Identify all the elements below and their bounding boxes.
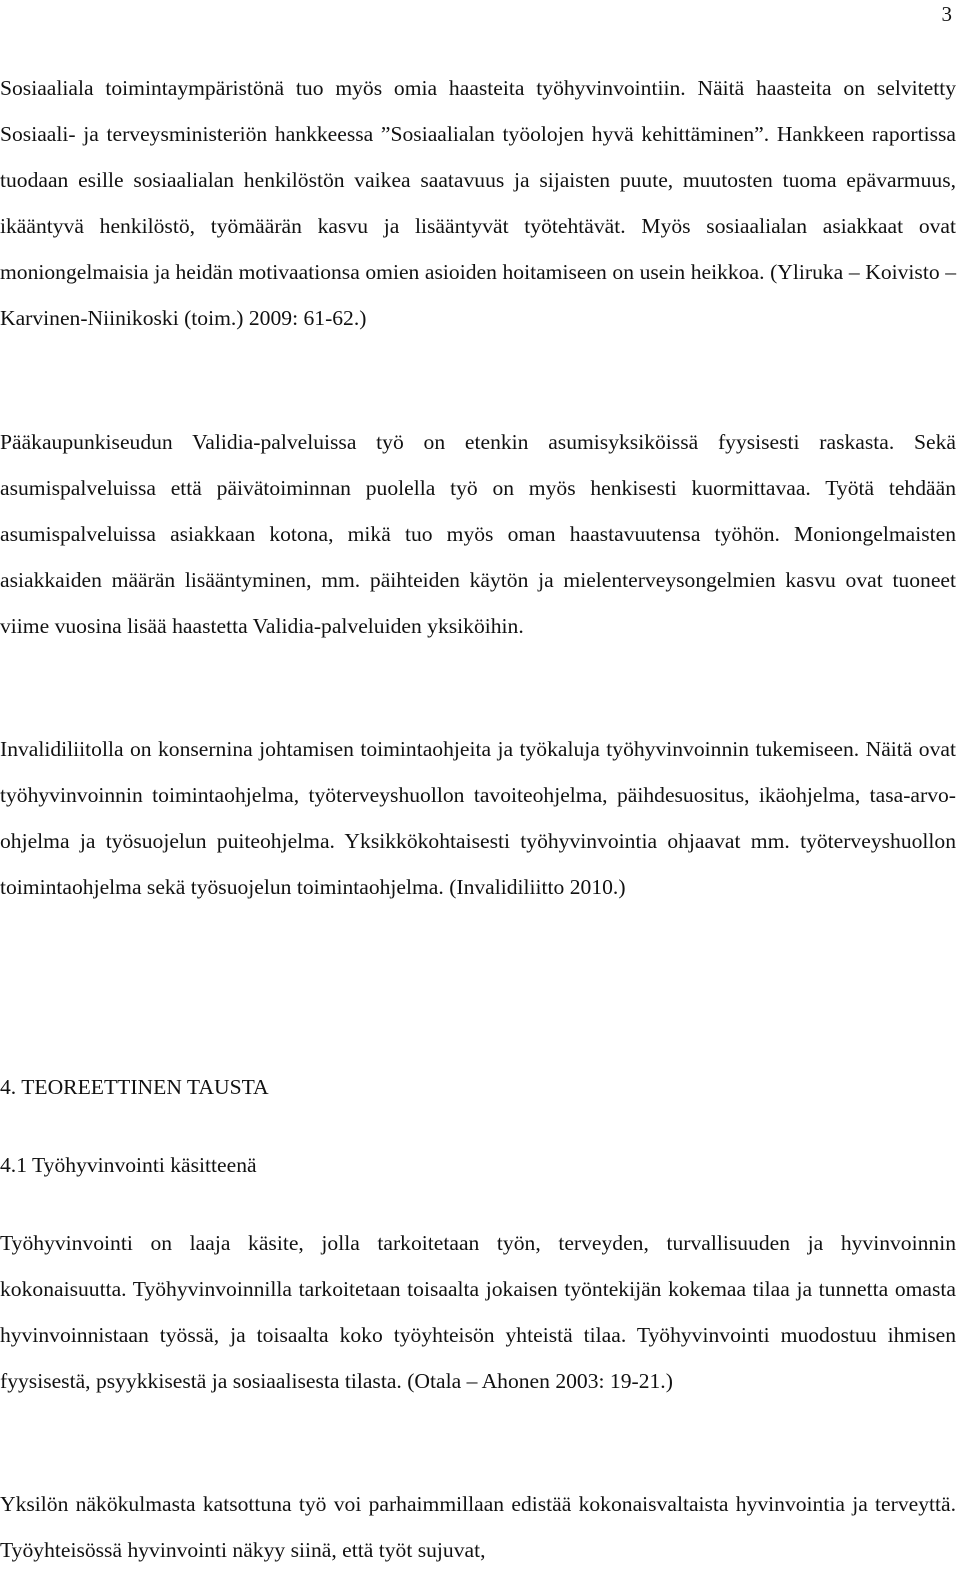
paragraph-wellbeing-definition: Työhyvinvointi on laaja käsite, jolla tarkoitetaan työn, terveyden, turvallisuuden ja hyvinvoinnin kokonaisuutta. Työhyvinvoinnilla tarkoitetaan toisaalta jokaisen työntekijän kokemaa tilaa ja tunnetta omasta hyvinvoinnistaan työssä, ja toisaalta koko työyhteisön yhteistä tilaa. Työhyvinvointi muodostuu ihmisen fyysisestä, psyykkisestä ja sosiaalisesta tilasta. (Otala – Ahonen 2003: 19-21.)	[0, 1231, 956, 1393]
paragraph-invalidiliitto-tools: Invalidiliitolla on konsernina johtamisen toimintaohjeita ja työkaluja työhyvinvoinnin tukemiseen. Näitä ovat työhyvinvoinnin toimintaohjelma, työterveyshuollon tavoiteohjelma, päihdesuositus, ikäohjelma, tasa-arvo-ohjelma ja työsuojelun puiteohjelma. Yksikkökohtaisesti työhyvinvointia ohjaavat mm. työterveyshuollon toimintaohjelma sekä työsuojelun toimintaohjelma. (Invalidiliitto 2010.)	[0, 737, 956, 899]
paragraph-social-sector-challenges: Sosiaaliala toimintaympäristönä tuo myös omia haasteita työhyvinvointiin. Näitä haasteita on selvitetty Sosiaali- ja terveysministeriön hankkeessa ”Sosiaalialan työolojen hyvä kehittäminen”. Hankkeen raportissa tuodaan esille sosiaalialan henkilöstön vaikea saatavuus ja sijaisten puute, muutosten tuoma epävarmuus, ikääntyvä henkilöstö, työmäärän kasvu ja lisääntyvät työtehtävät. Myös sosiaalialan asiakkaat ovat moniongelmaisia ja heidän motivaationsa omien asioiden hoitamiseen on usein heikkoa. (Yliruka – Koivisto – Karvinen-Niinikoski (toim.) 2009: 61-62.)	[0, 76, 956, 330]
section-heading: 4. TEOREETTINEN TAUSTA	[0, 1075, 269, 1099]
paragraph-individual-perspective: Yksilön näkökulmasta katsottuna työ voi parhaimmillaan edistää kokonaisvaltaista hyvinvointia ja terveyttä. Työyhteisössä hyvinvointi näkyy siinä, että työt sujuvat,	[0, 1492, 956, 1562]
paragraph-validia-services: Pääkaupunkiseudun Validia-palveluissa työ on etenkin asumisyksiköissä fyysisesti raskasta. Sekä asumispalveluissa että päivätoiminnan puolella työ on myös henkisesti kuormittavaa. Työtä tehdään asumispalveluissa asiakkaan kotona, mikä tuo myös oman haastavuutensa työhön. Moniongelmaisten asiakkaiden määrän lisääntyminen, mm. päihteiden käytön ja mielenterveysongelmien kasvu ovat tuoneet viime vuosina lisää haastetta Validia-palveluiden yksiköihin.	[0, 430, 956, 638]
page-number: 3	[941, 2, 952, 26]
subsection-heading: 4.1 Työhyvinvointi käsitteenä	[0, 1153, 257, 1177]
